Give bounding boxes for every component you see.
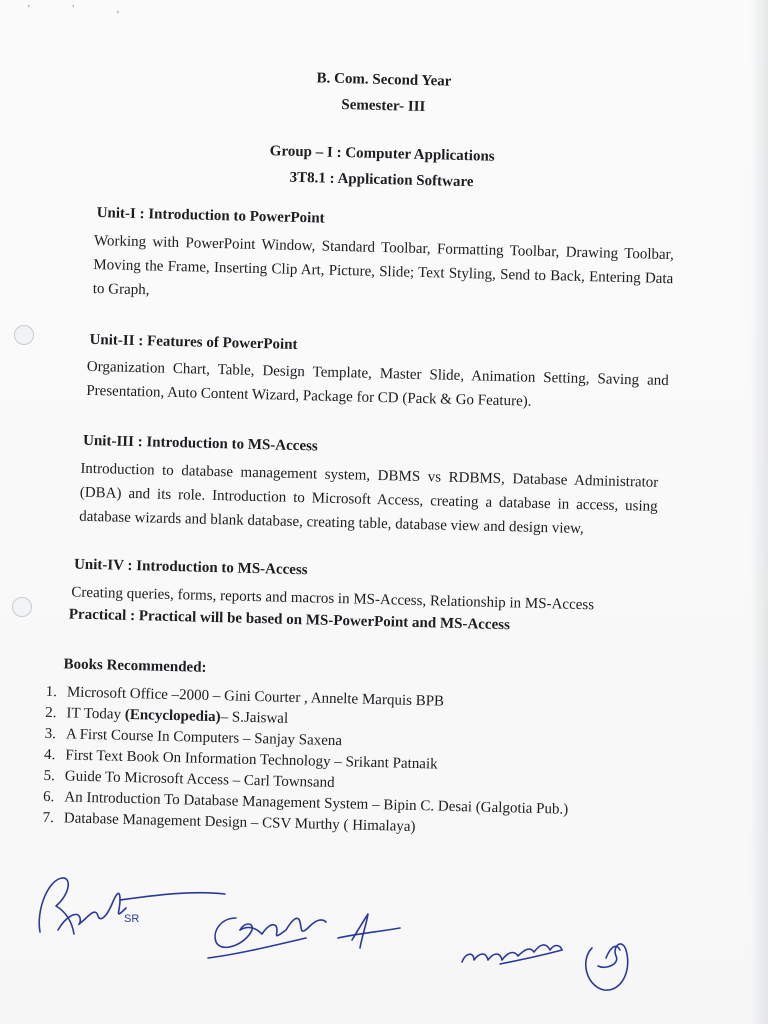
books-list [26, 682, 571, 842]
semester-title: Semester- III [341, 96, 426, 116]
signature-1 [39, 878, 225, 934]
unit-3-text: Introduction to database management system, DBMS vs RDBMS, Database Administrator (DBA) and its role. Introduction to Microsoft Access, creating a database in access, using database wizards and blank database, creating table, database view and design view, [79, 460, 659, 538]
list-item: 5. Guide To Microsoft Access – Carl Townsand [43, 767, 335, 792]
course-title: B. Com. Second Year [316, 70, 452, 90]
practical-note: Practical : Practical will be based on MS-PowerPoint and MS-Access [68, 606, 511, 634]
list-item: 7. Database Management Design – CSV Murthy ( Himalaya) [42, 809, 416, 835]
signatures [0, 860, 768, 1010]
scan-marks: ' ' , [28, 4, 140, 15]
signature-4 [462, 945, 562, 964]
unit-4-text: Creating queries, forms, reports and macros in MS-Access, Relationship in MS-Access [71, 584, 595, 614]
unit-4-title: Unit-IV : Introduction to MS-Access [73, 556, 308, 579]
group-title: Group – I : Computer Applications [269, 143, 495, 165]
signature-5 [586, 944, 628, 990]
list-item: 3. A First Course In Computers – Sanjay Saxena [44, 725, 343, 750]
signature-3 [338, 914, 400, 948]
unit-2-text: Organization Chart, Table, Design Template, Master Slide, Animation Setting, Saving and Presentation, Auto Content Wizard, Package for CD (Pack & Go Feature). [86, 358, 669, 410]
unit-2-title: Unit-II : Features of PowerPoint [89, 331, 298, 353]
paper-title: 3T8.1 : Application Software [289, 169, 474, 191]
unit-1-text: Working with PowerPoint Window, Standard Toolbar, Formatting Toolbar, Drawing Toolbar, Moving the Frame, Inserting Clip Art, Picture, Slide; Text Styling, Send to Back, Entering Data to Graph, [92, 232, 675, 299]
signature-annotation: SR [124, 913, 140, 925]
list-item: 1. Microsoft Office –2000 – Gini Courter , Annelte Marquis BPB [45, 683, 445, 710]
signature-2 [208, 918, 326, 958]
list-item: 2. IT Today (Encyclopedia) – S.Jaiswal [44, 704, 289, 727]
books-heading: Books Recommended: [63, 656, 207, 676]
unit-1-title: Unit-I : Introduction to PowerPoint [96, 205, 325, 227]
unit-3-title: Unit-III : Introduction to MS-Access [82, 432, 318, 455]
list-item: 4. First Text Book On Information Technology – Srikant Patnaik [43, 746, 438, 773]
list-item: 6. An Introduction To Database Management System – Bipin C. Desai (Galgotia Pub.) [42, 788, 569, 818]
